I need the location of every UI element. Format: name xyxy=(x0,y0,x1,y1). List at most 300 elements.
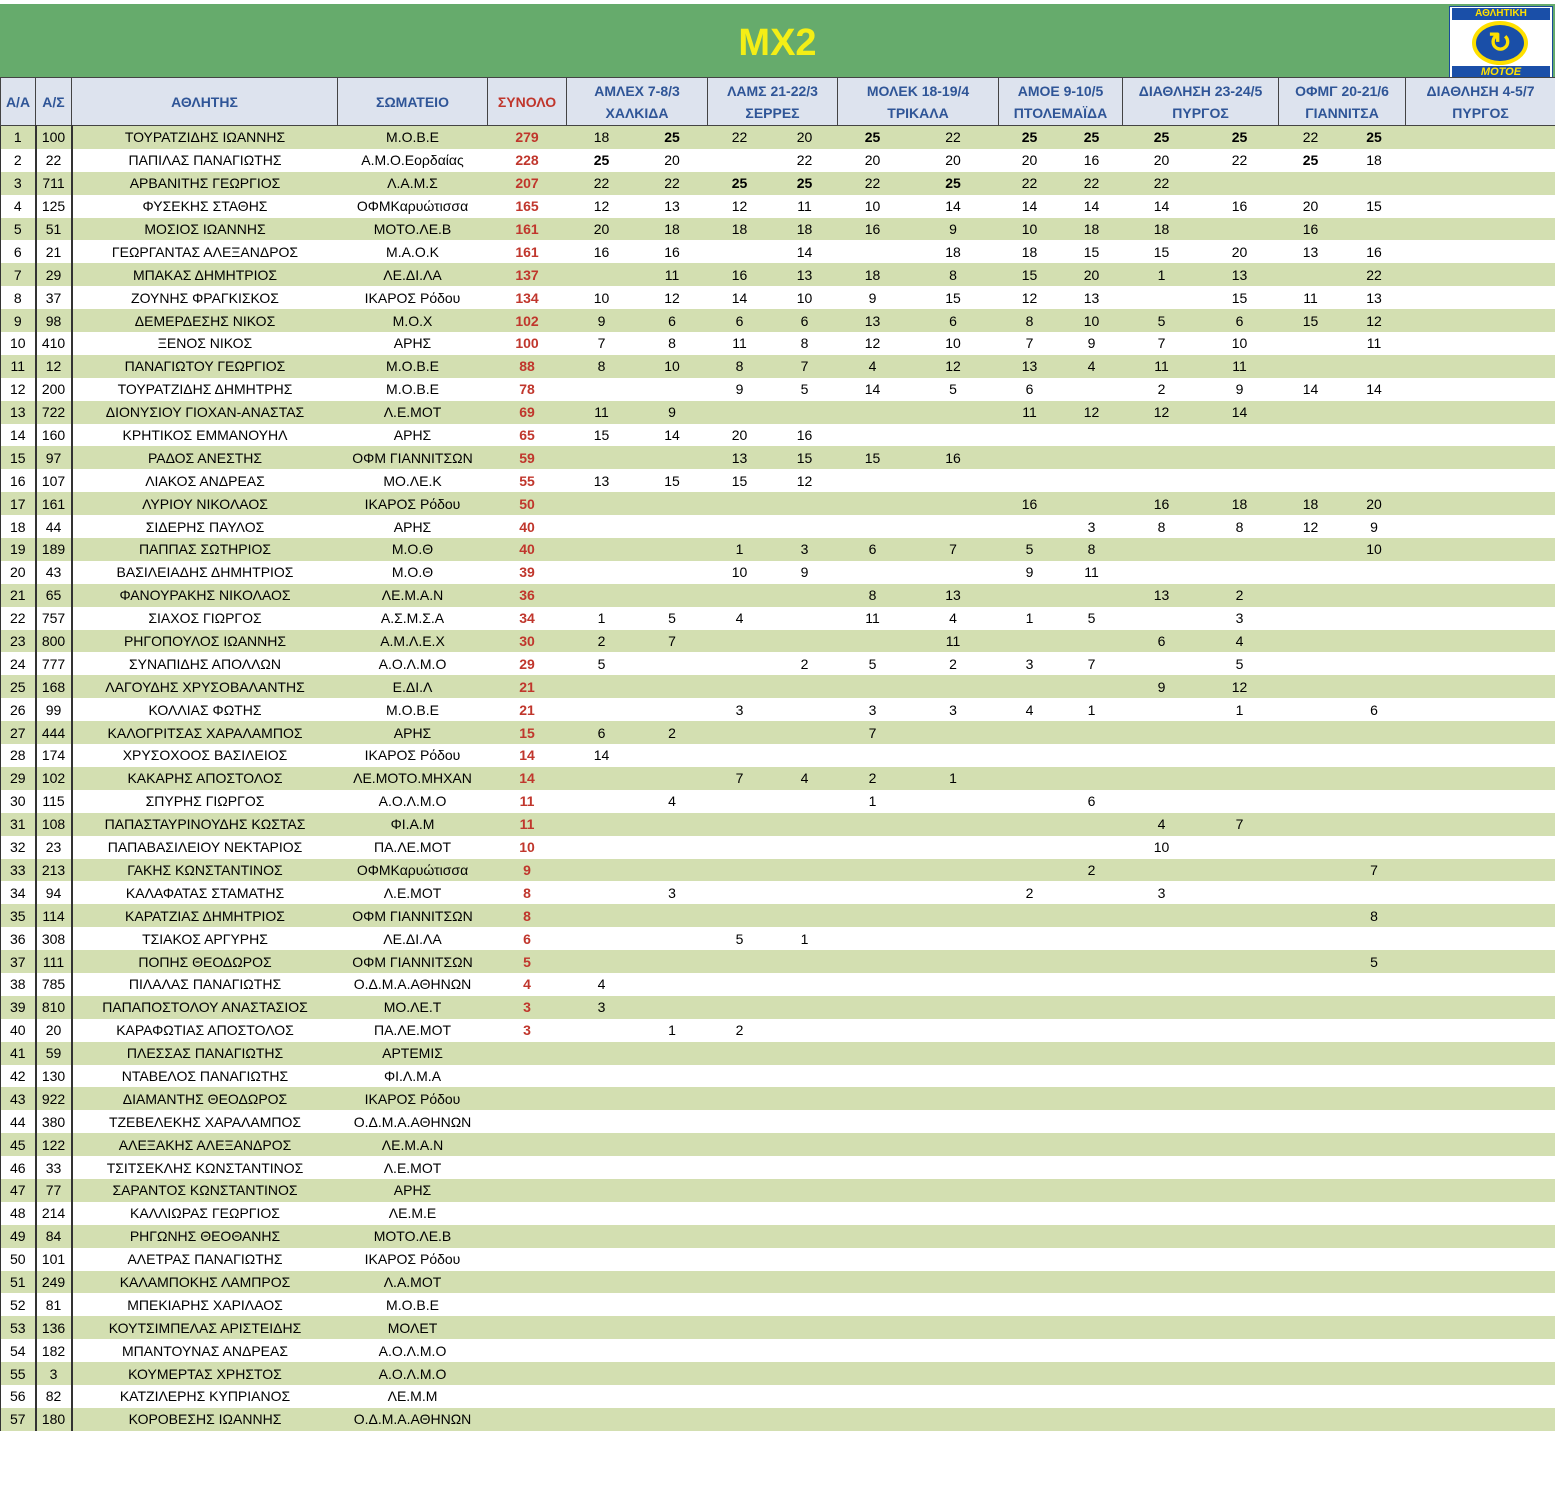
race-points xyxy=(1279,859,1343,882)
rider-number: 59 xyxy=(36,1042,72,1065)
row-position: 45 xyxy=(1,1133,36,1156)
race-points: 8 xyxy=(1061,538,1123,561)
rider-number: 115 xyxy=(36,790,72,813)
race-points xyxy=(1201,469,1279,492)
race-points: 18 xyxy=(708,218,772,241)
race-points: 1 xyxy=(999,607,1061,630)
race-points: 8 xyxy=(1343,904,1406,927)
row-position: 9 xyxy=(1,309,36,332)
race-points xyxy=(567,1019,637,1042)
race-points: 4 xyxy=(772,767,838,790)
race-points: 14 xyxy=(708,286,772,309)
race-points xyxy=(838,904,908,927)
race-points xyxy=(772,1110,838,1133)
race-points: 10 xyxy=(708,561,772,584)
race-points: 3 xyxy=(567,996,637,1019)
race-points xyxy=(772,1271,838,1294)
event-name: ΛΑΜΣ 21-22/3 xyxy=(727,82,818,99)
race-points xyxy=(908,1385,999,1408)
total-points xyxy=(488,1110,567,1133)
race-points xyxy=(1279,790,1343,813)
race-points xyxy=(1343,1271,1406,1294)
race-points xyxy=(637,1202,708,1225)
race-points xyxy=(1343,973,1406,996)
table-row xyxy=(1,1271,1555,1294)
race-points xyxy=(637,859,708,882)
race-points xyxy=(1481,332,1555,355)
race-points: 13 xyxy=(999,355,1061,378)
race-points: 25 xyxy=(838,126,908,149)
race-points: 7 xyxy=(1123,332,1201,355)
race-points xyxy=(1201,973,1279,996)
race-points xyxy=(637,813,708,836)
race-points: 4 xyxy=(637,790,708,813)
race-points xyxy=(1123,1133,1201,1156)
race-points xyxy=(1406,652,1481,675)
row-position: 53 xyxy=(1,1316,36,1339)
race-points xyxy=(708,240,772,263)
event-city: ΓΙΑΝΝΙΤΣΑ xyxy=(1305,104,1379,121)
rider-number: 98 xyxy=(36,309,72,332)
table-row xyxy=(1,1293,1555,1316)
page-title: MX2 xyxy=(738,22,817,64)
race-points: 9 xyxy=(1201,378,1279,401)
race-points: 1 xyxy=(772,927,838,950)
race-points xyxy=(637,1316,708,1339)
race-points xyxy=(838,950,908,973)
club-name: Α.Σ.Μ.Σ.Α xyxy=(338,607,488,630)
race-points xyxy=(999,1179,1061,1202)
club-name: Μ.Ο.Θ xyxy=(338,538,488,561)
race-points xyxy=(708,790,772,813)
race-points: 12 xyxy=(637,286,708,309)
race-points xyxy=(772,996,838,1019)
table-row xyxy=(1,195,1555,218)
club-name: Ε.ΔΙ.Λ xyxy=(338,675,488,698)
race-points: 25 xyxy=(908,172,999,195)
race-points xyxy=(772,1133,838,1156)
athlete-name: ΑΛΕΞΑΚΗΣ ΑΛΕΞΑΝΔΡΟΣ xyxy=(72,1133,338,1156)
race-points: 22 xyxy=(838,172,908,195)
club-name: Μ.Ο.Β.Ε xyxy=(338,1293,488,1316)
race-points: 6 xyxy=(567,721,637,744)
race-points xyxy=(838,515,908,538)
athlete-name: ΠΑΠΑΠΟΣΤΟΛΟΥ ΑΝΑΣΤΑΣΙΟΣ xyxy=(72,996,338,1019)
rider-number: 214 xyxy=(36,1202,72,1225)
club-name: ΟΦΜ ΓΙΑΝΝΙΤΣΩΝ xyxy=(338,950,488,973)
race-points xyxy=(1481,973,1555,996)
race-points xyxy=(637,767,708,790)
race-points xyxy=(1061,813,1123,836)
row-position: 15 xyxy=(1,446,36,469)
race-points: 4 xyxy=(838,355,908,378)
race-points xyxy=(567,1339,637,1362)
race-points: 10 xyxy=(637,355,708,378)
race-points xyxy=(838,1293,908,1316)
club-name: Λ.Ε.ΜΟΤ xyxy=(338,881,488,904)
race-points xyxy=(1123,286,1201,309)
row-position: 3 xyxy=(1,172,36,195)
race-points: 11 xyxy=(637,263,708,286)
race-points xyxy=(1123,1202,1201,1225)
race-points: 22 xyxy=(908,126,999,149)
race-points xyxy=(637,1339,708,1362)
race-points: 3 xyxy=(772,538,838,561)
race-points: 9 xyxy=(567,309,637,332)
race-points: 10 xyxy=(1061,309,1123,332)
race-points xyxy=(999,996,1061,1019)
race-points: 8 xyxy=(637,332,708,355)
race-points xyxy=(1406,515,1481,538)
event-city: ΠΥΡΓΟΣ xyxy=(1452,104,1509,121)
event-city: ΣΕΡΡΕΣ xyxy=(745,104,800,121)
race-points: 12 xyxy=(999,286,1061,309)
race-points xyxy=(708,1225,772,1248)
race-points xyxy=(708,859,772,882)
table-row xyxy=(1,1133,1555,1156)
race-points xyxy=(1061,630,1123,653)
race-points xyxy=(1406,538,1481,561)
race-points xyxy=(567,538,637,561)
row-position: 54 xyxy=(1,1339,36,1362)
race-points: 11 xyxy=(838,607,908,630)
total-points: 30 xyxy=(488,630,567,653)
athlete-name: ΤΟΥΡΑΤΖΙΔΗΣ ΔΗΜΗΤΡΗΣ xyxy=(72,378,338,401)
race-points xyxy=(1279,904,1343,927)
race-points xyxy=(1406,1156,1481,1179)
row-position: 1 xyxy=(1,126,36,149)
race-points xyxy=(1279,446,1343,469)
table-row xyxy=(1,172,1555,195)
race-points xyxy=(908,1293,999,1316)
row-position: 14 xyxy=(1,424,36,447)
race-points: 3 xyxy=(708,698,772,721)
table-row xyxy=(1,1202,1555,1225)
race-points xyxy=(1201,1133,1279,1156)
club-name: ΛΕ.Μ.Α.Ν xyxy=(338,1133,488,1156)
row-position: 43 xyxy=(1,1087,36,1110)
race-points xyxy=(1343,1293,1406,1316)
race-points xyxy=(1201,1019,1279,1042)
club-name: Α.Μ.Ο.Εορδαίας xyxy=(338,149,488,172)
race-points xyxy=(1481,195,1555,218)
rider-number: 189 xyxy=(36,538,72,561)
race-points xyxy=(838,1202,908,1225)
race-points: 4 xyxy=(1201,630,1279,653)
race-points xyxy=(1481,424,1555,447)
row-position: 19 xyxy=(1,538,36,561)
athlete-name: ΚΑΛΑΦΑΤΑΣ ΣΤΑΜΑΤΗΣ xyxy=(72,881,338,904)
race-points xyxy=(1481,309,1555,332)
race-points: 13 xyxy=(637,195,708,218)
rider-number: 99 xyxy=(36,698,72,721)
race-points xyxy=(1061,1087,1123,1110)
race-points xyxy=(567,950,637,973)
event-city: ΠΥΡΓΟΣ xyxy=(1172,104,1229,121)
table-row xyxy=(1,469,1555,492)
race-points xyxy=(1061,1293,1123,1316)
race-points xyxy=(838,1087,908,1110)
race-points: 11 xyxy=(908,630,999,653)
race-points xyxy=(1123,1248,1201,1271)
race-points xyxy=(637,446,708,469)
race-points xyxy=(708,1156,772,1179)
race-points: 2 xyxy=(772,652,838,675)
race-points xyxy=(908,1225,999,1248)
race-points: 13 xyxy=(1279,240,1343,263)
race-points xyxy=(1481,1156,1555,1179)
race-points xyxy=(637,1362,708,1385)
race-points xyxy=(1406,126,1481,149)
race-points xyxy=(1343,172,1406,195)
club-name: ΑΡΗΣ xyxy=(338,332,488,355)
race-points xyxy=(908,721,999,744)
race-points xyxy=(908,927,999,950)
table-row xyxy=(1,286,1555,309)
race-points xyxy=(1406,927,1481,950)
race-points xyxy=(1406,859,1481,882)
table-row xyxy=(1,1087,1555,1110)
total-points: 59 xyxy=(488,446,567,469)
race-points: 18 xyxy=(1201,492,1279,515)
race-points xyxy=(1279,1087,1343,1110)
race-points: 5 xyxy=(1123,309,1201,332)
race-points xyxy=(1201,1156,1279,1179)
race-points: 14 xyxy=(567,744,637,767)
race-points: 25 xyxy=(1061,126,1123,149)
race-points xyxy=(1061,1271,1123,1294)
race-points xyxy=(1061,973,1123,996)
race-points xyxy=(1343,1019,1406,1042)
race-points: 8 xyxy=(567,355,637,378)
row-position: 26 xyxy=(1,698,36,721)
rider-number: 107 xyxy=(36,469,72,492)
race-points: 15 xyxy=(772,446,838,469)
race-points xyxy=(1201,1385,1279,1408)
total-points: 36 xyxy=(488,584,567,607)
athlete-name: ΧΡΥΣΟΧΟΟΣ ΒΑΣΙΛΕΙΟΣ xyxy=(72,744,338,767)
race-points xyxy=(1279,538,1343,561)
race-points xyxy=(908,790,999,813)
total-points xyxy=(488,1385,567,1408)
athlete-name: ΜΟΣΙΟΣ ΙΩΑΝΝΗΣ xyxy=(72,218,338,241)
rider-number: 77 xyxy=(36,1179,72,1202)
race-points xyxy=(708,904,772,927)
race-points xyxy=(1481,286,1555,309)
race-points xyxy=(1061,492,1123,515)
race-points: 15 xyxy=(1201,286,1279,309)
col-header-total: ΣΥΝΟΛΟ xyxy=(488,78,567,126)
race-points xyxy=(1406,721,1481,744)
race-points xyxy=(1123,996,1201,1019)
table-row xyxy=(1,790,1555,813)
athlete-name: ΦΑΝΟΥΡΑΚΗΣ ΝΙΚΟΛΑΟΣ xyxy=(72,584,338,607)
club-name: Λ.Α.ΜΟΤ xyxy=(338,1271,488,1294)
race-points: 9 xyxy=(772,561,838,584)
race-points xyxy=(1201,1293,1279,1316)
athlete-name: ΛΑΓΟΥΔΗΣ ΧΡΥΣΟΒΑΛΑΝΤΗΣ xyxy=(72,675,338,698)
race-points xyxy=(1481,996,1555,1019)
total-points xyxy=(488,1179,567,1202)
race-points xyxy=(1406,355,1481,378)
race-points xyxy=(1481,446,1555,469)
race-points: 4 xyxy=(1061,355,1123,378)
race-points xyxy=(1123,859,1201,882)
race-points: 16 xyxy=(1279,218,1343,241)
total-points xyxy=(488,1156,567,1179)
row-position: 12 xyxy=(1,378,36,401)
club-name: ΟΦΜΚαρυώτισσα xyxy=(338,195,488,218)
race-points xyxy=(1481,1110,1555,1133)
race-points: 14 xyxy=(838,378,908,401)
club-name: Ο.Δ.Μ.Α.ΑΘΗΝΩΝ xyxy=(338,1408,488,1431)
race-points: 16 xyxy=(1123,492,1201,515)
race-points: 7 xyxy=(567,332,637,355)
race-points xyxy=(838,836,908,859)
race-points xyxy=(1279,698,1343,721)
row-position: 57 xyxy=(1,1408,36,1431)
race-points: 15 xyxy=(1123,240,1201,263)
race-points xyxy=(567,1133,637,1156)
race-points xyxy=(1279,813,1343,836)
race-points: 2 xyxy=(999,881,1061,904)
race-points xyxy=(1061,1065,1123,1088)
rider-number: 65 xyxy=(36,584,72,607)
race-points xyxy=(708,996,772,1019)
race-points xyxy=(1481,126,1555,149)
total-points: 6 xyxy=(488,927,567,950)
race-points: 7 xyxy=(708,767,772,790)
race-points xyxy=(567,927,637,950)
athlete-name: ΡΗΓΩΝΗΣ ΘΕΟΘΑΝΗΣ xyxy=(72,1225,338,1248)
event-name: ΔΙΑΘΛΗΣΗ 4-5/7 xyxy=(1426,82,1535,99)
race-points xyxy=(999,927,1061,950)
race-points xyxy=(999,721,1061,744)
race-points xyxy=(637,1110,708,1133)
race-points xyxy=(1123,1385,1201,1408)
race-points xyxy=(708,1316,772,1339)
race-points xyxy=(637,675,708,698)
race-points xyxy=(908,561,999,584)
race-points: 25 xyxy=(637,126,708,149)
athlete-name: ΠΟΠΗΣ ΘΕΟΔΩΡΟΣ xyxy=(72,950,338,973)
race-points xyxy=(567,1110,637,1133)
total-points: 40 xyxy=(488,538,567,561)
race-points xyxy=(1123,538,1201,561)
athlete-name: ΓΑΚΗΣ ΚΩΝΣΤΑΝΤΙΝΟΣ xyxy=(72,859,338,882)
row-position: 31 xyxy=(1,813,36,836)
race-points: 8 xyxy=(1201,515,1279,538)
rider-number: 23 xyxy=(36,836,72,859)
race-points xyxy=(637,744,708,767)
race-points: 9 xyxy=(1061,332,1123,355)
event-city: ΤΡΙΚΑΛΑ xyxy=(887,104,949,121)
race-points xyxy=(772,630,838,653)
race-points xyxy=(637,1271,708,1294)
athlete-name: ΚΑΛΛΙΩΡΑΣ ΓΕΩΡΓΙΟΣ xyxy=(72,1202,338,1225)
race-points xyxy=(567,1065,637,1088)
club-name: Α.Ο.Λ.Μ.Ο xyxy=(338,652,488,675)
race-points: 25 xyxy=(708,172,772,195)
race-points: 13 xyxy=(1343,286,1406,309)
race-points xyxy=(1406,1248,1481,1271)
race-points xyxy=(908,492,999,515)
race-points xyxy=(637,1385,708,1408)
race-points xyxy=(1279,469,1343,492)
race-points: 18 xyxy=(999,240,1061,263)
race-points xyxy=(838,1271,908,1294)
race-points xyxy=(908,1271,999,1294)
race-points xyxy=(1481,790,1555,813)
club-name: Μ.Ο.Β.Ε xyxy=(338,355,488,378)
race-points xyxy=(567,813,637,836)
race-points xyxy=(838,1133,908,1156)
race-points: 13 xyxy=(908,584,999,607)
table-row xyxy=(1,1179,1555,1202)
club-name: ΑΡΤΕΜΙΣ xyxy=(338,1042,488,1065)
race-points xyxy=(1343,1385,1406,1408)
table-row xyxy=(1,126,1555,149)
race-points xyxy=(838,927,908,950)
race-points: 5 xyxy=(637,607,708,630)
race-points xyxy=(999,1042,1061,1065)
race-points xyxy=(1061,767,1123,790)
athlete-name: ΛΥΡΙΟΥ ΝΙΚΟΛΑΟΣ xyxy=(72,492,338,515)
race-points: 2 xyxy=(567,630,637,653)
race-points: 11 xyxy=(1343,332,1406,355)
race-points: 12 xyxy=(772,469,838,492)
row-position: 52 xyxy=(1,1293,36,1316)
race-points xyxy=(838,1385,908,1408)
race-points xyxy=(567,1248,637,1271)
race-points xyxy=(1123,767,1201,790)
race-points xyxy=(1123,950,1201,973)
race-points xyxy=(1279,927,1343,950)
rider-number: 161 xyxy=(36,492,72,515)
race-points xyxy=(1201,767,1279,790)
race-points xyxy=(838,744,908,767)
club-name: Α.Ο.Λ.Μ.Ο xyxy=(338,790,488,813)
race-points xyxy=(1279,836,1343,859)
race-points xyxy=(567,561,637,584)
race-points xyxy=(708,836,772,859)
race-points xyxy=(1406,1179,1481,1202)
race-points xyxy=(1406,561,1481,584)
race-points xyxy=(1061,1042,1123,1065)
rider-number: 111 xyxy=(36,950,72,973)
race-points xyxy=(1061,1156,1123,1179)
race-points xyxy=(999,1248,1061,1271)
race-points xyxy=(999,515,1061,538)
race-points xyxy=(1343,1179,1406,1202)
race-points xyxy=(1406,149,1481,172)
race-points xyxy=(772,1087,838,1110)
race-points xyxy=(1343,1133,1406,1156)
race-points: 15 xyxy=(999,263,1061,286)
race-points xyxy=(1123,561,1201,584)
race-points xyxy=(1406,263,1481,286)
race-points xyxy=(1343,652,1406,675)
race-points xyxy=(1061,927,1123,950)
race-points xyxy=(772,515,838,538)
race-points xyxy=(838,1339,908,1362)
race-points xyxy=(1279,1179,1343,1202)
rider-number: 757 xyxy=(36,607,72,630)
race-points xyxy=(1279,172,1343,195)
race-points xyxy=(1406,1087,1481,1110)
race-points: 1 xyxy=(708,538,772,561)
race-points xyxy=(1406,286,1481,309)
